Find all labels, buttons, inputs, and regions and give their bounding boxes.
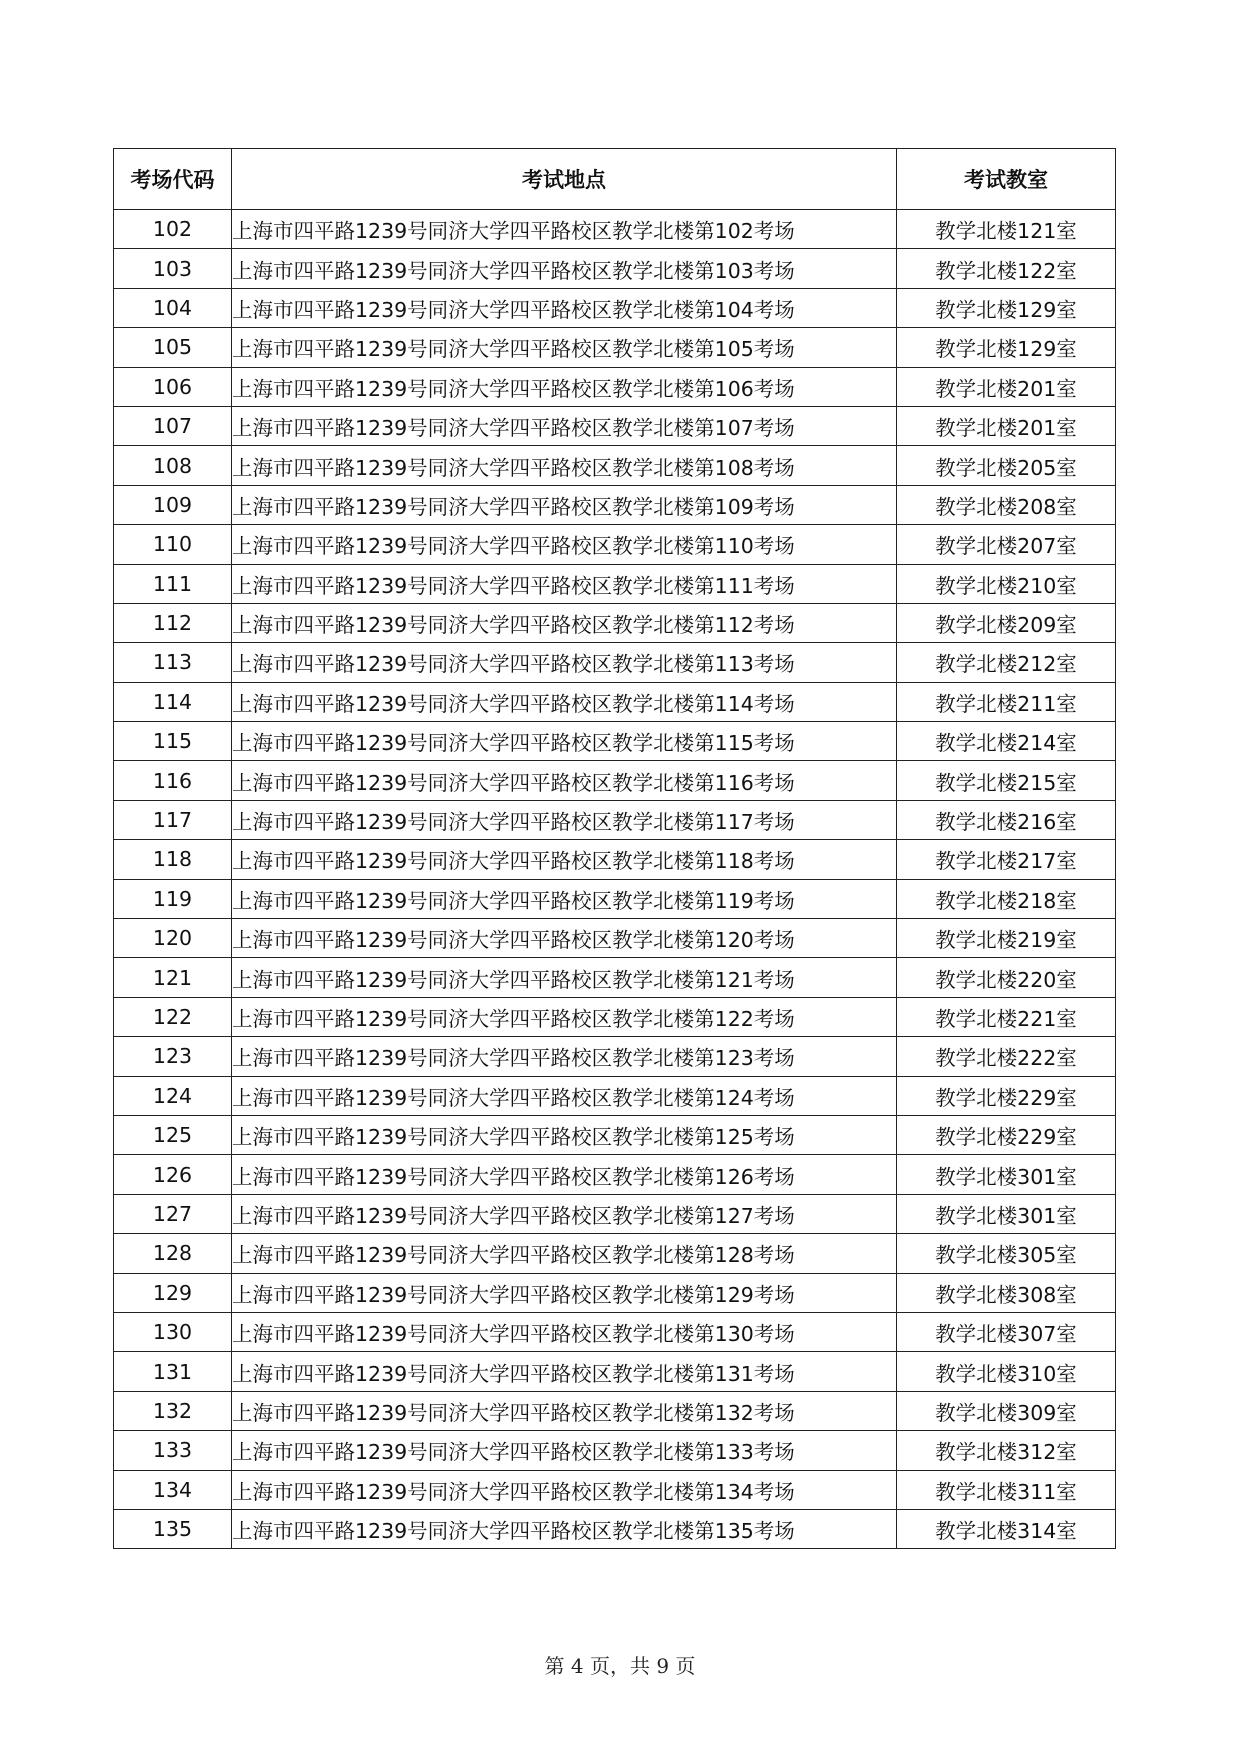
table-row	[114, 1273, 1116, 1312]
cell-code: 127	[114, 1194, 232, 1233]
cell-code: 106	[114, 367, 232, 406]
cell-room: 教学北楼214室	[897, 722, 1116, 761]
cell-location: 上海市四平路1239号同济大学四平路校区教学北楼第131考场	[232, 1352, 897, 1391]
cell-room: 教学北楼221室	[897, 997, 1116, 1036]
cell-room: 教学北楼309室	[897, 1391, 1116, 1430]
cell-room: 教学北楼229室	[897, 1076, 1116, 1115]
cell-code: 130	[114, 1312, 232, 1351]
table-row	[114, 485, 1116, 524]
cell-room: 教学北楼220室	[897, 958, 1116, 997]
cell-room: 教学北楼312室	[897, 1431, 1116, 1470]
cell-code: 118	[114, 840, 232, 879]
cell-code: 125	[114, 1115, 232, 1154]
table-row	[114, 840, 1116, 879]
cell-room: 教学北楼314室	[897, 1509, 1116, 1548]
cell-code: 121	[114, 958, 232, 997]
table-row	[114, 210, 1116, 249]
cell-room: 教学北楼211室	[897, 682, 1116, 721]
cell-room: 教学北楼129室	[897, 288, 1116, 327]
cell-code: 120	[114, 919, 232, 958]
cell-code: 115	[114, 722, 232, 761]
header-location: 考试地点	[232, 149, 897, 210]
cell-location: 上海市四平路1239号同济大学四平路校区教学北楼第126考场	[232, 1155, 897, 1194]
cell-room: 教学北楼201室	[897, 406, 1116, 445]
cell-room: 教学北楼308室	[897, 1273, 1116, 1312]
cell-code: 114	[114, 682, 232, 721]
cell-room: 教学北楼208室	[897, 485, 1116, 524]
cell-room: 教学北楼212室	[897, 643, 1116, 682]
cell-location: 上海市四平路1239号同济大学四平路校区教学北楼第123考场	[232, 1037, 897, 1076]
cell-code: 133	[114, 1431, 232, 1470]
header-code: 考场代码	[114, 149, 232, 210]
cell-room: 教学北楼207室	[897, 525, 1116, 564]
table-row	[114, 367, 1116, 406]
table-row	[114, 564, 1116, 603]
cell-code: 135	[114, 1509, 232, 1548]
table-row	[114, 525, 1116, 564]
cell-code: 128	[114, 1234, 232, 1273]
table-row	[114, 800, 1116, 839]
cell-room: 教学北楼217室	[897, 840, 1116, 879]
cell-code: 103	[114, 249, 232, 288]
cell-room: 教学北楼210室	[897, 564, 1116, 603]
cell-code: 124	[114, 1076, 232, 1115]
cell-location: 上海市四平路1239号同济大学四平路校区教学北楼第108考场	[232, 446, 897, 485]
cell-location: 上海市四平路1239号同济大学四平路校区教学北楼第106考场	[232, 367, 897, 406]
table-body	[114, 210, 1116, 1549]
cell-code: 132	[114, 1391, 232, 1430]
cell-code: 116	[114, 761, 232, 800]
cell-room: 教学北楼310室	[897, 1352, 1116, 1391]
table-row	[114, 1470, 1116, 1509]
table-row	[114, 1115, 1116, 1154]
cell-location: 上海市四平路1239号同济大学四平路校区教学北楼第127考场	[232, 1194, 897, 1233]
table-row	[114, 1391, 1116, 1430]
cell-code: 107	[114, 406, 232, 445]
cell-location: 上海市四平路1239号同济大学四平路校区教学北楼第122考场	[232, 997, 897, 1036]
cell-location: 上海市四平路1239号同济大学四平路校区教学北楼第128考场	[232, 1234, 897, 1273]
cell-room: 教学北楼205室	[897, 446, 1116, 485]
cell-code: 105	[114, 328, 232, 367]
cell-room: 教学北楼301室	[897, 1194, 1116, 1233]
table-row	[114, 682, 1116, 721]
cell-code: 109	[114, 485, 232, 524]
cell-location: 上海市四平路1239号同济大学四平路校区教学北楼第121考场	[232, 958, 897, 997]
cell-room: 教学北楼219室	[897, 919, 1116, 958]
table-row	[114, 1352, 1116, 1391]
table-row	[114, 1431, 1116, 1470]
cell-room: 教学北楼216室	[897, 800, 1116, 839]
cell-location: 上海市四平路1239号同济大学四平路校区教学北楼第120考场	[232, 919, 897, 958]
cell-code: 119	[114, 879, 232, 918]
table-row	[114, 328, 1116, 367]
cell-location: 上海市四平路1239号同济大学四平路校区教学北楼第118考场	[232, 840, 897, 879]
cell-location: 上海市四平路1239号同济大学四平路校区教学北楼第130考场	[232, 1312, 897, 1351]
table-row	[114, 446, 1116, 485]
cell-location: 上海市四平路1239号同济大学四平路校区教学北楼第110考场	[232, 525, 897, 564]
cell-code: 104	[114, 288, 232, 327]
table-row	[114, 603, 1116, 642]
cell-room: 教学北楼122室	[897, 249, 1116, 288]
cell-location: 上海市四平路1239号同济大学四平路校区教学北楼第135考场	[232, 1509, 897, 1548]
cell-location: 上海市四平路1239号同济大学四平路校区教学北楼第119考场	[232, 879, 897, 918]
table-row	[114, 761, 1116, 800]
cell-location: 上海市四平路1239号同济大学四平路校区教学北楼第107考场	[232, 406, 897, 445]
cell-code: 112	[114, 603, 232, 642]
table-header	[114, 149, 1116, 210]
cell-code: 110	[114, 525, 232, 564]
cell-location: 上海市四平路1239号同济大学四平路校区教学北楼第112考场	[232, 603, 897, 642]
cell-code: 117	[114, 800, 232, 839]
cell-code: 111	[114, 564, 232, 603]
cell-location: 上海市四平路1239号同济大学四平路校区教学北楼第116考场	[232, 761, 897, 800]
table-row	[114, 288, 1116, 327]
cell-location: 上海市四平路1239号同济大学四平路校区教学北楼第111考场	[232, 564, 897, 603]
cell-location: 上海市四平路1239号同济大学四平路校区教学北楼第114考场	[232, 682, 897, 721]
cell-location: 上海市四平路1239号同济大学四平路校区教学北楼第109考场	[232, 485, 897, 524]
cell-location: 上海市四平路1239号同济大学四平路校区教学北楼第134考场	[232, 1470, 897, 1509]
cell-code: 122	[114, 997, 232, 1036]
cell-code: 123	[114, 1037, 232, 1076]
cell-code: 129	[114, 1273, 232, 1312]
cell-room: 教学北楼311室	[897, 1470, 1116, 1509]
cell-location: 上海市四平路1239号同济大学四平路校区教学北楼第132考场	[232, 1391, 897, 1430]
header-room: 考试教室	[897, 149, 1116, 210]
cell-room: 教学北楼201室	[897, 367, 1116, 406]
cell-location: 上海市四平路1239号同济大学四平路校区教学北楼第104考场	[232, 288, 897, 327]
table-row	[114, 1037, 1116, 1076]
cell-room: 教学北楼218室	[897, 879, 1116, 918]
cell-code: 113	[114, 643, 232, 682]
cell-location: 上海市四平路1239号同济大学四平路校区教学北楼第125考场	[232, 1115, 897, 1154]
cell-code: 102	[114, 210, 232, 249]
table-row	[114, 1194, 1116, 1233]
table-row	[114, 1312, 1116, 1351]
cell-code: 134	[114, 1470, 232, 1509]
cell-room: 教学北楼222室	[897, 1037, 1116, 1076]
cell-room: 教学北楼129室	[897, 328, 1116, 367]
page-footer: 第 4 页，共 9 页	[544, 1654, 696, 1678]
table-row	[114, 958, 1116, 997]
table-row	[114, 879, 1116, 918]
cell-room: 教学北楼121室	[897, 210, 1116, 249]
cell-code: 131	[114, 1352, 232, 1391]
table-row	[114, 997, 1116, 1036]
cell-location: 上海市四平路1239号同济大学四平路校区教学北楼第129考场	[232, 1273, 897, 1312]
cell-room: 教学北楼305室	[897, 1234, 1116, 1273]
cell-room: 教学北楼301室	[897, 1155, 1116, 1194]
cell-location: 上海市四平路1239号同济大学四平路校区教学北楼第117考场	[232, 800, 897, 839]
cell-location: 上海市四平路1239号同济大学四平路校区教学北楼第133考场	[232, 1431, 897, 1470]
table-row	[114, 249, 1116, 288]
table-row	[114, 919, 1116, 958]
cell-room: 教学北楼215室	[897, 761, 1116, 800]
table-row	[114, 1234, 1116, 1273]
cell-room: 教学北楼229室	[897, 1115, 1116, 1154]
cell-location: 上海市四平路1239号同济大学四平路校区教学北楼第102考场	[232, 210, 897, 249]
cell-location: 上海市四平路1239号同济大学四平路校区教学北楼第115考场	[232, 722, 897, 761]
cell-location: 上海市四平路1239号同济大学四平路校区教学北楼第105考场	[232, 328, 897, 367]
table-row	[114, 1155, 1116, 1194]
cell-room: 教学北楼307室	[897, 1312, 1116, 1351]
table-row	[114, 1509, 1116, 1548]
cell-room: 教学北楼209室	[897, 603, 1116, 642]
cell-location: 上海市四平路1239号同济大学四平路校区教学北楼第103考场	[232, 249, 897, 288]
exam-room-table	[113, 148, 1116, 1549]
cell-location: 上海市四平路1239号同济大学四平路校区教学北楼第113考场	[232, 643, 897, 682]
cell-location: 上海市四平路1239号同济大学四平路校区教学北楼第124考场	[232, 1076, 897, 1115]
cell-code: 126	[114, 1155, 232, 1194]
header-row	[114, 149, 1116, 210]
table-row	[114, 1076, 1116, 1115]
cell-code: 108	[114, 446, 232, 485]
table-row	[114, 722, 1116, 761]
table-row	[114, 406, 1116, 445]
table-row	[114, 643, 1116, 682]
